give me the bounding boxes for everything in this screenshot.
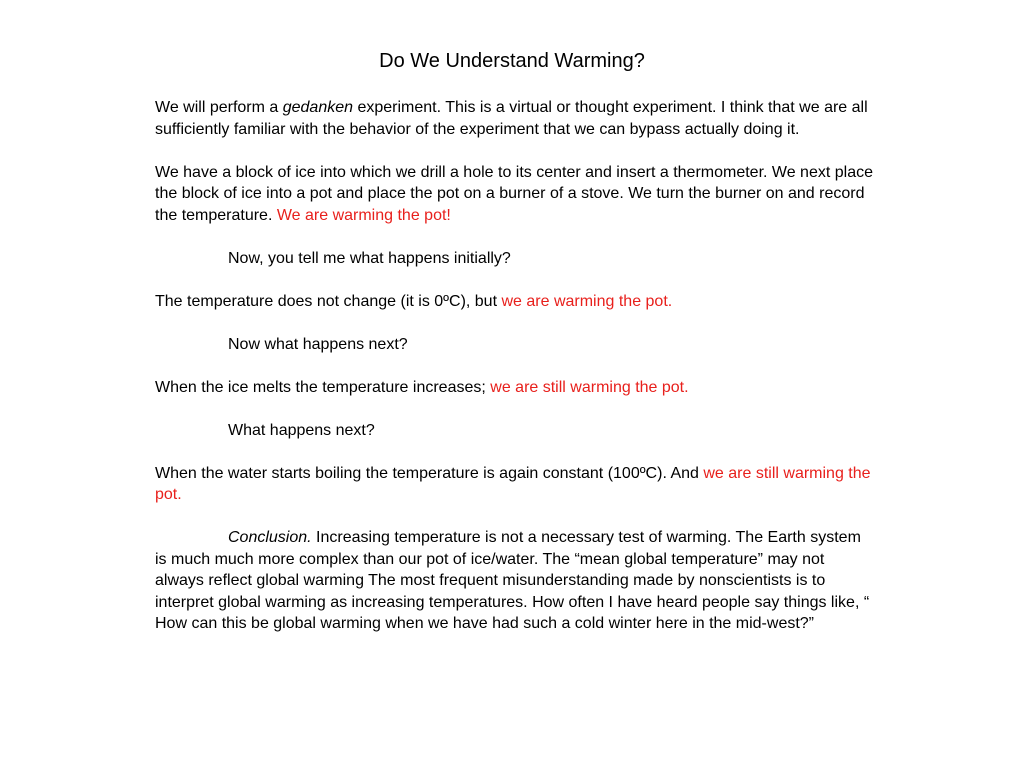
paragraph-text: The temperature does not change (it is 0ºC), but bbox=[155, 292, 502, 310]
answer-water-boiling bbox=[155, 463, 875, 506]
emphasis-text: we are still warming the pot. bbox=[490, 378, 689, 396]
conclusion-label: Conclusion. bbox=[228, 529, 312, 546]
italic-term: gedanken bbox=[282, 99, 354, 116]
emphasis-text: We are warming the pot! bbox=[276, 206, 451, 224]
answer-ice-melts bbox=[155, 377, 875, 399]
paragraph-conclusion bbox=[155, 527, 875, 635]
paragraph-spacer bbox=[155, 140, 875, 162]
paragraph-gedanken-experiment bbox=[155, 97, 875, 140]
paragraph-text: We will perform a bbox=[155, 99, 283, 116]
answer-initially bbox=[155, 291, 875, 313]
question-next: Now what happens next? bbox=[228, 335, 408, 353]
paragraph-spacer bbox=[155, 441, 875, 463]
slide-title: Do We Understand Warming? bbox=[379, 50, 645, 72]
question-initially: Now, you tell me what happens initially? bbox=[228, 249, 511, 267]
paragraph-text: When the ice melts the temperature increases; bbox=[155, 378, 491, 396]
paragraph-spacer bbox=[155, 398, 875, 420]
paragraph-text: When the water starts boiling the temperature is again constant (100ºC). And bbox=[155, 464, 704, 482]
question-what-next: What happens next? bbox=[228, 421, 375, 439]
emphasis-text: we are warming the pot. bbox=[501, 292, 673, 310]
emphasis-text: we are still warming the pot. bbox=[155, 464, 871, 503]
paragraph-text: experiment. This is a virtual or thought experiment. I think that we are all sufficiently familiar with the behavior of the experiment that we can bypass actually doing it. bbox=[155, 99, 868, 138]
paragraph-text: We have a block of ice into which we drill a hole to its center and insert a thermometer. We next place the block of ice into a pot and place the pot on a burner of a stove. We turn the burner on and record the temperature. bbox=[155, 163, 873, 224]
paragraph-spacer bbox=[155, 506, 875, 528]
paragraph-spacer bbox=[155, 355, 875, 377]
paragraph-spacer bbox=[155, 226, 875, 248]
paragraph-text: Increasing temperature is not a necessary test of warming. The Earth system is much much more complex than our pot of ice/water. The “mean global temperature” may not always reflect global warming The most frequent misunderstanding made by nonscientists is to interpret global warming as increasing temperatures. How often I have heard people say things like, “ How can this be global warming when we have had such a cold winter here in the mid-west?” bbox=[155, 529, 870, 632]
paragraph-spacer bbox=[155, 269, 875, 291]
paragraph-ice-block-setup bbox=[155, 162, 875, 227]
slide-body bbox=[155, 97, 875, 635]
paragraph-spacer bbox=[155, 312, 875, 334]
